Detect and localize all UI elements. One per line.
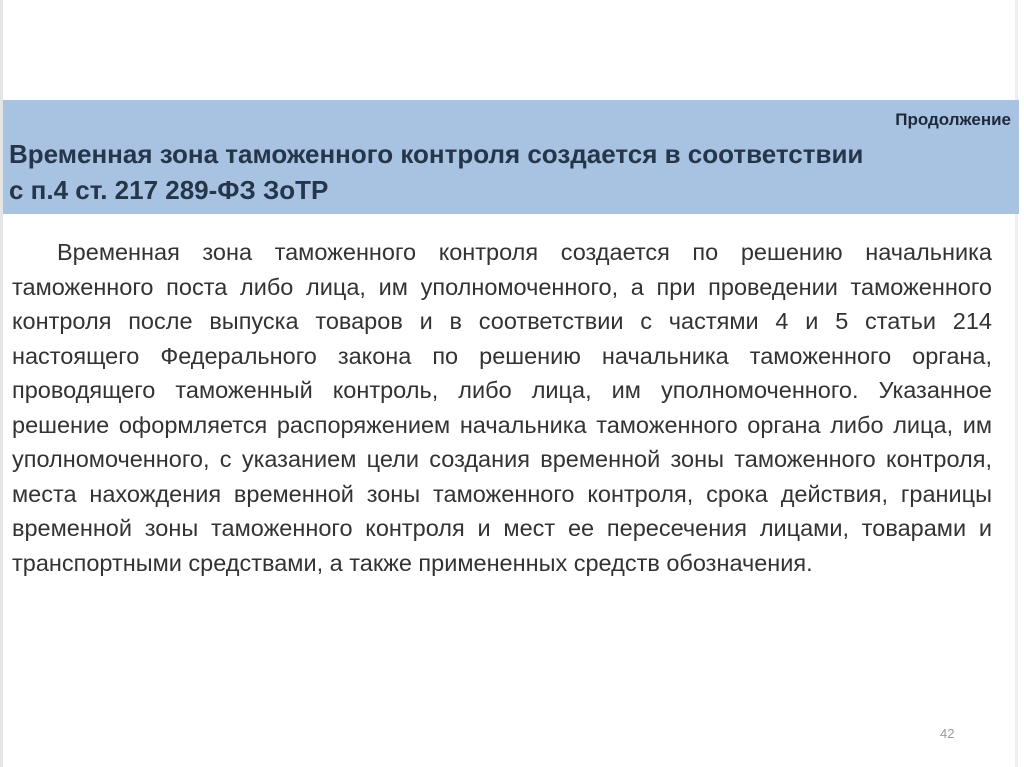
slide-title: Временная зона таможенного контроля создается в соответствии с п.4 ст. 217 289-ФЗ ЗоТР [9, 139, 864, 205]
page-number: 42 [940, 726, 955, 741]
body-paragraph: Временная зона таможенного контроля создается по решению начальника таможенного поста либо лица, им уполномоченного, а при проведении таможенного контроля после выпуска товаров и в соответствии с частями 4 и 5 статьи 214 настоящего Федерального закона по решению начальника таможенного органа, проводящего таможенный контроль, либо лица, им уполномоченного. Указанное решение оформляется распоряжением начальника таможенного органа либо лица, им уполномоченного, с указанием цели создания временной зоны таможенного контроля, места нахождения временной зоны таможенного контроля, срока действия, границы временной зоны таможенного контроля и мест ее пересечения лицами, товарами и транспортными средствами, а также примененных средств обозначения. [12, 239, 992, 576]
continuation-label: Продолжение [895, 110, 1011, 129]
title-band [3, 100, 1019, 214]
